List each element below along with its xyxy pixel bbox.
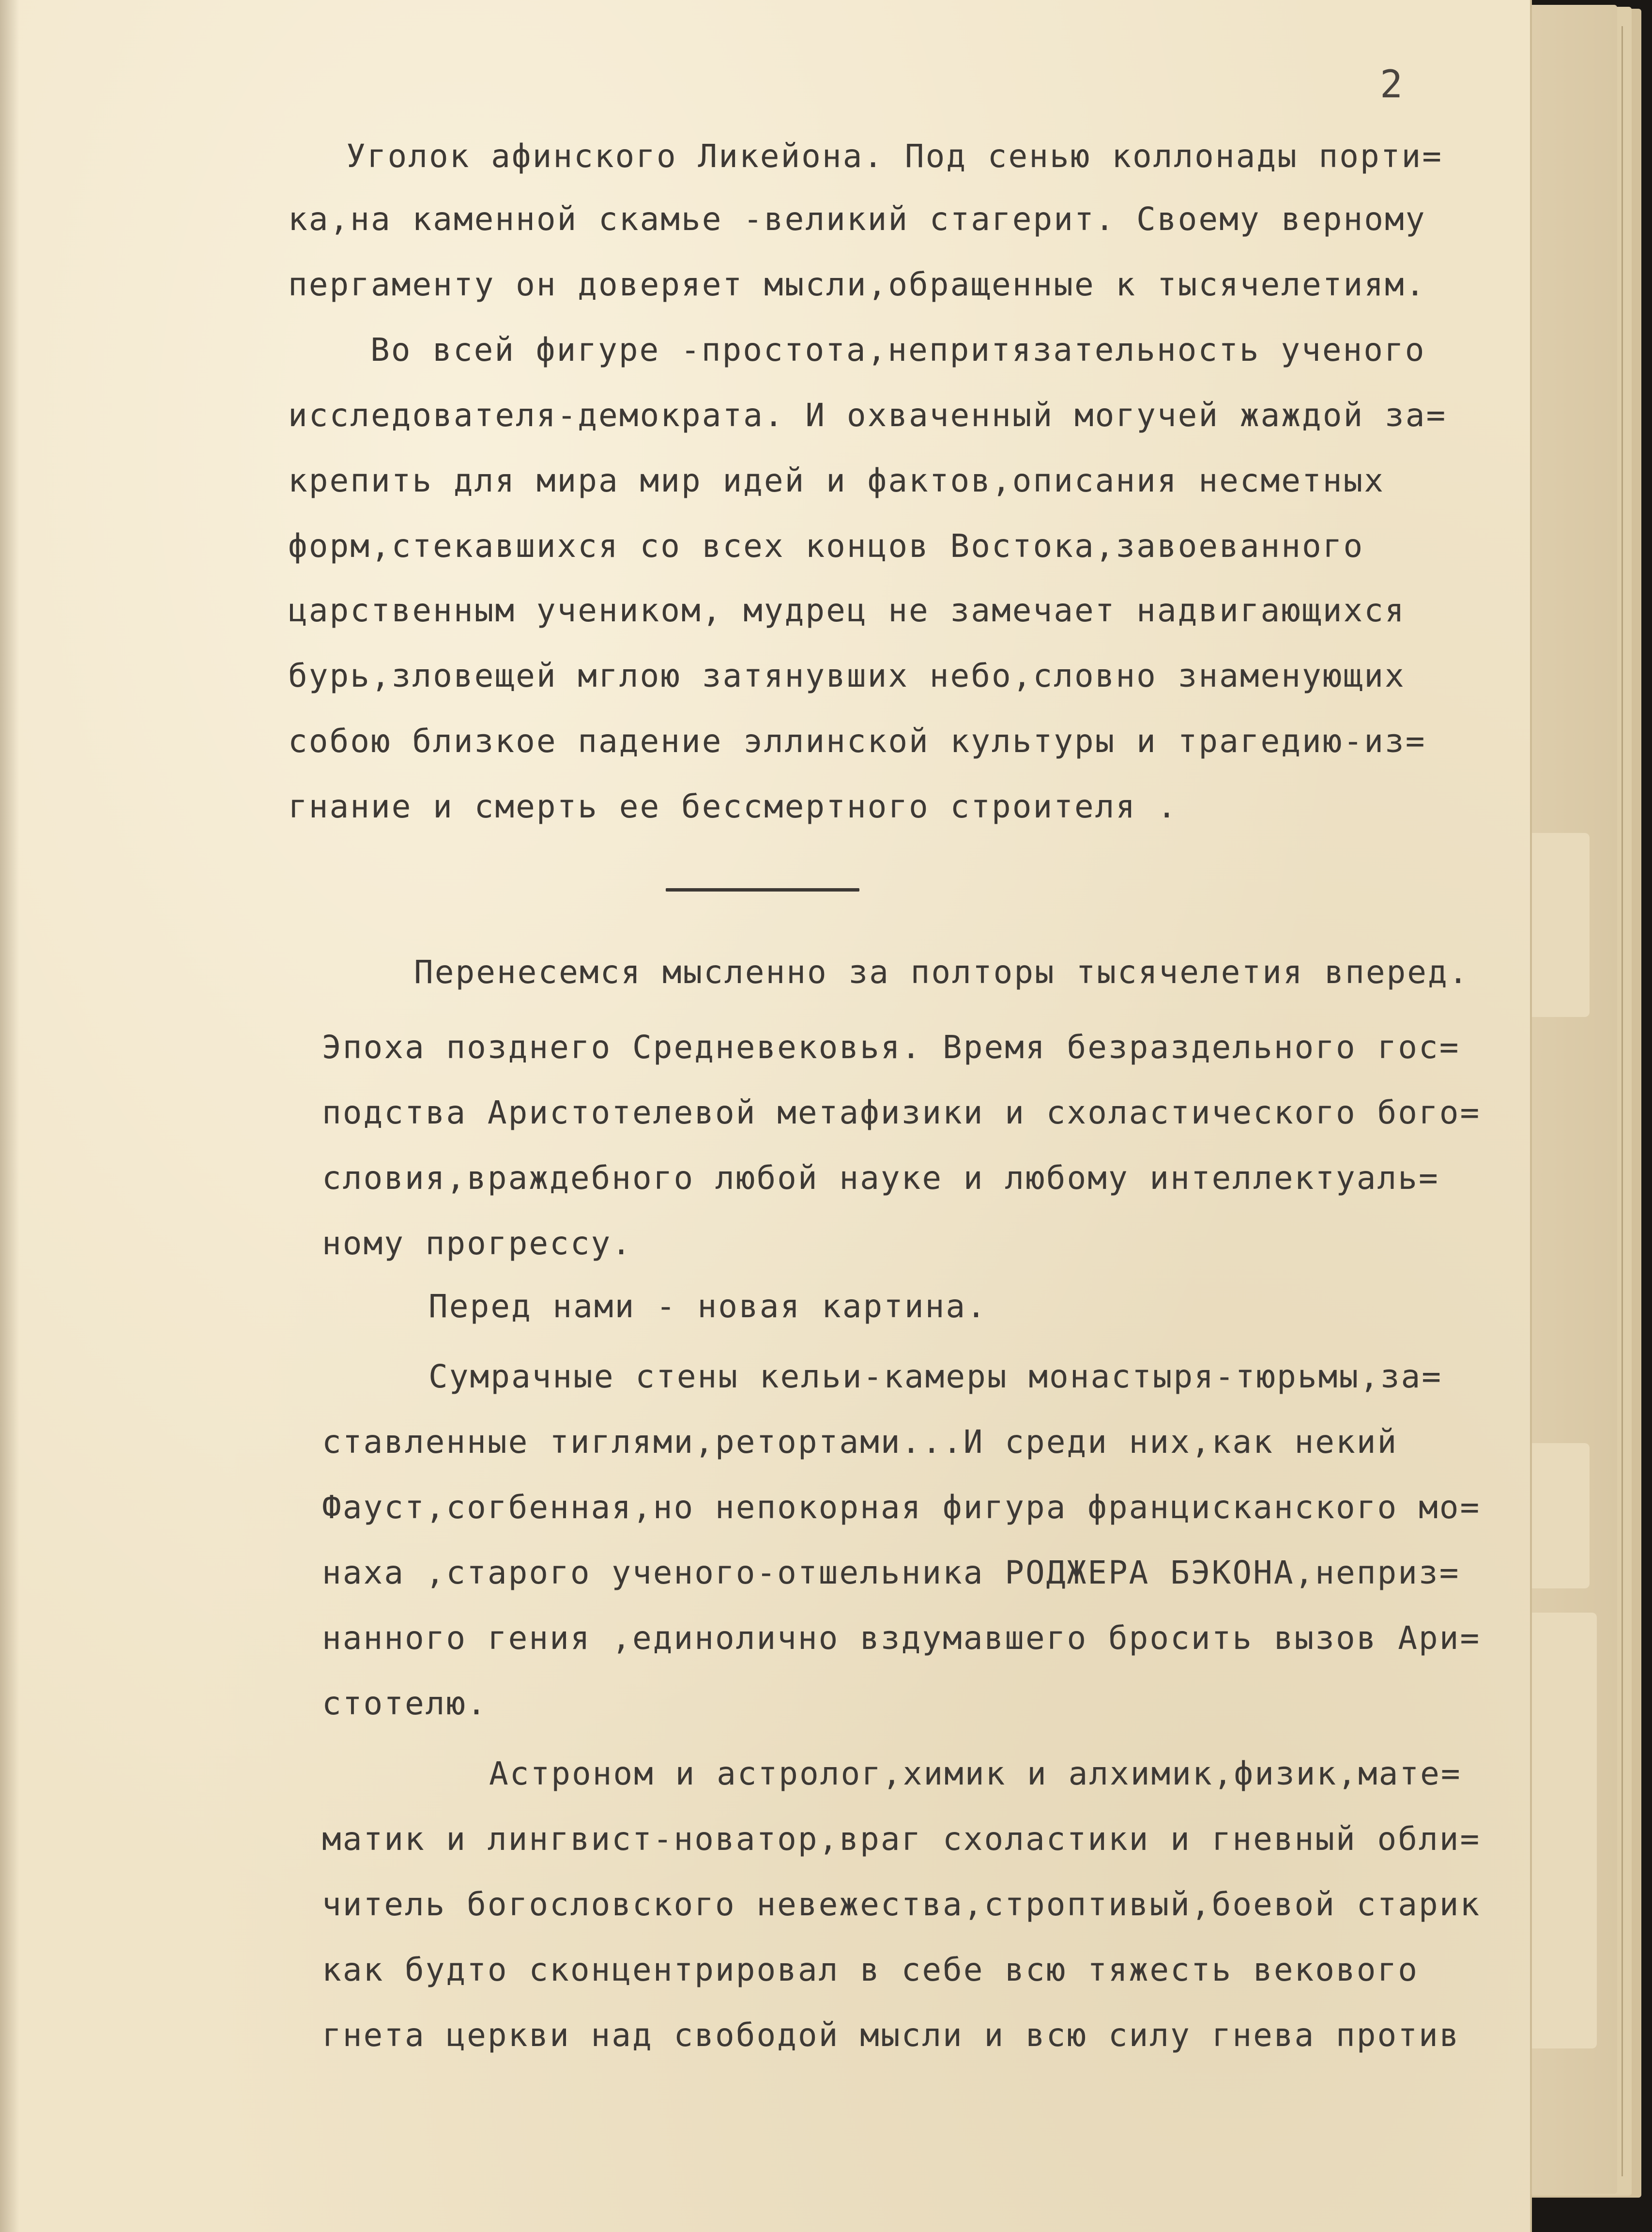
text-line: гнета церкви над свободой мысли и всю силу гнева против [322,2016,1460,2054]
text-line: Перенесемся мысленно за полторы тысячелетия вперед. [414,954,1469,991]
text-line: ставленные тиглями,ретортами...И среди них,как некий [322,1423,1398,1461]
text-line: Фауст,согбенная,но непокорная фигура францисканского мо= [322,1489,1481,1526]
text-line: пергаменту он доверяет мысли,обращенные к тысячелетиям. [288,266,1426,303]
text-line: Эпоха позднего Средневековья. Время безраздельного гос= [322,1029,1460,1066]
text-line: Сумрачные стены кельи-камеры монастыря-тюрьмы,за= [428,1358,1443,1395]
text-line: словия,враждебного любой науке и любому интеллектуаль= [322,1159,1439,1197]
text-line: ка,на каменной скамье -великий стагерит. Своему верному [288,200,1426,238]
text-line: Уголок афинского Ликейона. Под сенью коллонады порти= [346,138,1443,175]
text-line: исследователя-демократа. И охваченный могучей жаждой за= [288,397,1447,434]
text-line: царственным учеником, мудрец не замечает надвигающихся [288,592,1406,629]
text-line: бурь,зловещей мглою затянувших небо,словно знаменующих [288,657,1406,694]
torn-page-tab [1525,833,1590,1017]
text-line: нанного гения ,единолично вздумавшего бросить вызов Ари= [322,1619,1481,1657]
torn-page-tab [1530,1443,1590,1588]
text-line: как будто сконцентрировал в себе всю тяжесть векового [322,1951,1419,1988]
text-line: Во всей фигуре -простота,непритязательность ученого [370,331,1426,369]
text-line: крепить для мира мир идей и фактов,описания несметных [288,462,1385,499]
text-line: матик и лингвист-новатор,враг схоластики и гневный обли= [322,1820,1481,1858]
text-line: наха ,старого ученого-отшельника РОДЖЕРА БЭКОНА,неприз= [322,1554,1460,1591]
page-number: 2 [1380,63,1403,107]
text-line: гнание и смерть ее бессмертного строителя . [288,788,1178,825]
text-line: Перед нами - новая картина. [428,1288,987,1325]
text-line: стотелю. [322,1685,488,1722]
text-line: форм,стекавшихся со всех концов Востока,завоеванного [288,527,1364,565]
text-line: подства Аристотелевой метафизики и схоластического бого= [322,1094,1481,1131]
text-line: собою близкое падение эллинской культуры и трагедию-из= [288,723,1426,760]
text-line: Астроном и астролог,химик и алхимик,физик,мате= [489,1755,1462,1792]
section-divider [666,888,859,892]
torn-page-tab [1528,1613,1597,2048]
text-line: ному прогрессу. [322,1225,633,1262]
text-line: читель богословского невежества,строптивый,боевой старик [322,1886,1481,1923]
